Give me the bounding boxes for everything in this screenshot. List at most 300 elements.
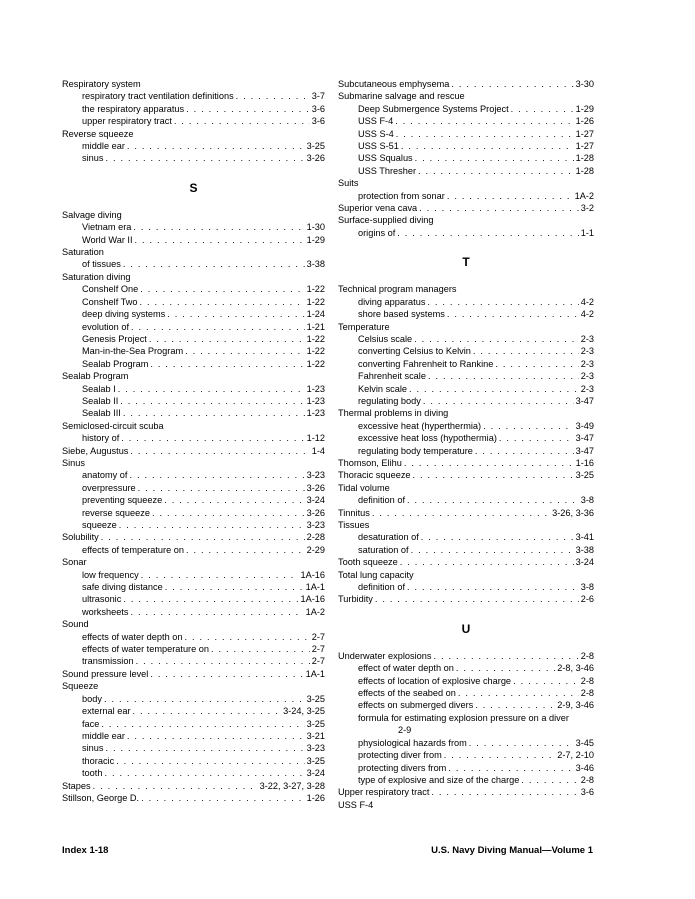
dot-leader: [444, 749, 555, 761]
dot-leader: [499, 432, 574, 444]
page-reference: 1-26: [575, 116, 594, 127]
index-subentry: [62, 115, 325, 127]
page-reference: 2-8, 3-46: [557, 663, 594, 674]
index-term: diving apparatus: [358, 296, 426, 307]
index-subentry: [62, 507, 325, 519]
index-term: USS Thresher: [358, 165, 417, 176]
dot-leader: [395, 115, 573, 127]
page-reference: 3-38: [575, 544, 594, 555]
index-term: Solubility: [62, 532, 99, 543]
index-term: protecting divers from: [358, 762, 447, 773]
index-term: middle ear: [82, 141, 125, 152]
page-reference: 2-8: [580, 675, 594, 686]
index-term: overpressure: [82, 482, 136, 493]
index-term: Sealab III: [82, 408, 121, 419]
page-reference: 1-23: [306, 395, 325, 406]
index-heading: Total lung capacity: [338, 569, 414, 580]
dot-leader: [400, 556, 574, 568]
dot-leader: [141, 569, 299, 581]
index-term: Fahrenheit scale: [358, 371, 426, 382]
page-reference: 2-3: [580, 371, 594, 382]
dot-leader: [475, 445, 574, 457]
dot-leader: [101, 718, 304, 730]
page-reference: 3-41: [575, 532, 594, 543]
dot-leader: [130, 445, 309, 457]
page-reference: 1-24: [306, 309, 325, 320]
index-term: worksheets: [82, 606, 129, 617]
index-subentry: [338, 333, 594, 345]
index-subentry: [338, 774, 594, 786]
dot-leader: [105, 152, 304, 164]
dot-leader: [133, 705, 282, 717]
index-term: Underwater explosions: [338, 650, 432, 661]
page-reference: 3-26: [306, 507, 325, 518]
index-subentry: [62, 705, 325, 717]
index-term: regulating body temperature: [358, 445, 473, 456]
dot-leader: [521, 774, 578, 786]
dot-leader: [165, 581, 304, 593]
index-term: USS F-4: [358, 116, 394, 127]
index-subentry: [338, 749, 594, 761]
page-reference: 2-7: [311, 656, 325, 667]
index-term: thoracic: [82, 755, 115, 766]
index-column-right: [338, 78, 594, 811]
index-subentry: [338, 128, 594, 140]
page-reference: 3-49: [575, 420, 594, 431]
index-heading: Submarine salvage and rescue: [338, 91, 465, 102]
page-footer-right: U.S. Navy Diving Manual—Volume 1: [431, 845, 593, 856]
index-term: body: [82, 693, 102, 704]
page-reference: 2-28: [306, 532, 325, 543]
index-term: Tooth squeeze: [338, 557, 398, 568]
index-term: effects of temperature on: [82, 544, 184, 555]
page-reference: 2-7, 2-10: [557, 750, 594, 761]
index-entry: [338, 650, 594, 662]
page-reference: 2-9: [398, 725, 412, 736]
page-reference: 1-12: [306, 433, 325, 444]
index-subentry: [338, 103, 594, 115]
dot-leader: [141, 792, 305, 804]
page-reference: 3-6: [580, 787, 594, 798]
index-term: converting Fahrenheit to Rankine: [358, 358, 494, 369]
index-entry: [62, 792, 325, 804]
dot-leader: [375, 593, 579, 605]
index-subentry: [62, 742, 325, 754]
index-subentry: [62, 718, 325, 730]
index-subentry: [62, 631, 325, 643]
index-subentry: [62, 221, 325, 233]
dot-leader: [372, 507, 550, 519]
index-term: effect of water depth on: [358, 663, 454, 674]
dot-leader: [174, 115, 310, 127]
index-subentry: [338, 152, 594, 164]
index-heading: Surface-supplied diving: [338, 215, 434, 226]
index-subentry: [338, 712, 594, 737]
dot-leader: [421, 531, 574, 543]
index-term: physiological hazards from: [358, 737, 467, 748]
index-term: Celsius scale: [358, 333, 413, 344]
page-reference: 1-4: [311, 445, 325, 456]
page-reference: 1-21: [306, 321, 325, 332]
index-term: respiratory tract ventilation definitions: [82, 91, 234, 102]
dot-leader: [138, 482, 305, 494]
index-subentry: [338, 737, 594, 749]
page-reference: 4-2: [580, 309, 594, 320]
dot-leader: [409, 383, 579, 395]
page-reference: 1-22: [306, 333, 325, 344]
page-reference: 2-8: [580, 650, 594, 661]
dot-leader: [127, 730, 305, 742]
dot-leader: [396, 128, 574, 140]
index-heading: Squeeze: [62, 681, 99, 692]
index-heading: Sound: [62, 619, 89, 630]
index-subentry: [338, 699, 594, 711]
index-entry: [338, 786, 594, 798]
index-heading: USS F-4: [338, 799, 374, 810]
dot-leader: [140, 283, 304, 295]
page-reference: 3-6: [311, 103, 325, 114]
index-subentry: [62, 283, 325, 295]
index-subentry: [62, 581, 325, 593]
index-term: regulating body: [358, 395, 421, 406]
page-reference: 3-22, 3-27, 3-28: [259, 780, 325, 791]
page-reference: 1-28: [575, 165, 594, 176]
index-heading: Sonar: [62, 557, 87, 568]
index-term: definition of: [358, 495, 405, 506]
page-reference: 3-2: [580, 203, 594, 214]
index-heading: Reverse squeeze: [62, 128, 134, 139]
index-term: effects of water temperature on: [82, 644, 209, 655]
dot-leader: [433, 650, 578, 662]
index-subentry: [62, 519, 325, 531]
index-term: low frequency: [82, 569, 139, 580]
dot-leader: [152, 507, 305, 519]
dot-leader: [418, 165, 574, 177]
index-subentry: [62, 469, 325, 481]
page-reference: 3-25: [306, 141, 325, 152]
dot-leader: [185, 345, 305, 357]
dot-leader: [121, 432, 304, 444]
dot-leader: [423, 395, 574, 407]
index-term: formula for estimating explosion pressure on a diver: [358, 712, 569, 723]
page-reference: 1-22: [306, 346, 325, 357]
index-subentry: [338, 581, 594, 593]
index-term: Upper respiratory tract: [338, 787, 430, 798]
index-subentry: [338, 662, 594, 674]
page-reference: 3-23: [306, 470, 325, 481]
page-reference: 1-22: [306, 284, 325, 295]
page-reference: 3-25: [575, 470, 594, 481]
page-reference: 1-16: [575, 457, 594, 468]
index-subentry: [338, 687, 594, 699]
page-reference: 3-21: [306, 730, 325, 741]
page-reference: 3-47: [575, 433, 594, 444]
dot-leader: [186, 544, 305, 556]
dot-leader: [473, 345, 579, 357]
dot-leader: [428, 370, 579, 382]
index-term: sinus: [82, 153, 104, 164]
index-term: Stillson, George D.: [62, 792, 140, 803]
index-subentry: [338, 165, 594, 177]
index-entry: [338, 202, 594, 214]
page-reference: 1A-2: [574, 190, 594, 201]
index-heading: Saturation: [62, 247, 104, 258]
index-subentry: [62, 383, 325, 395]
index-term: USS S-51: [358, 141, 399, 152]
index-term: Conshelf One: [82, 284, 139, 295]
page-footer-left: Index 1-18: [62, 845, 109, 856]
dot-leader: [104, 767, 304, 779]
page-reference: 2-8: [580, 774, 594, 785]
dot-leader: [131, 321, 305, 333]
index-term: USS Squalus: [358, 153, 413, 164]
index-term: type of explosive and size of the charge: [358, 774, 520, 785]
index-subentry: [338, 383, 594, 395]
index-term: of tissues: [82, 259, 121, 270]
index-term: excessive heat (hyperthermia): [358, 420, 482, 431]
index-entry: [338, 469, 594, 481]
dot-leader: [184, 631, 309, 643]
index-entry: [62, 668, 325, 680]
index-subentry: [338, 345, 594, 357]
index-subentry: [338, 420, 594, 432]
page-reference: 3-26, 3-36: [552, 507, 594, 518]
index-term: origins of: [358, 227, 396, 238]
index-subentry: [338, 445, 594, 457]
index-heading: Saturation diving: [62, 271, 131, 282]
index-subentry: [62, 494, 325, 506]
dot-leader: [186, 103, 310, 115]
index-subentry: [338, 762, 594, 774]
dot-leader: [236, 90, 310, 102]
dot-leader: [123, 258, 305, 270]
dot-leader: [447, 308, 579, 320]
page-reference: 3-26: [306, 482, 325, 493]
section-letter: S: [189, 180, 198, 195]
dot-leader: [130, 606, 303, 618]
page-reference: 1A-16: [300, 569, 325, 580]
page-reference: 3-24: [306, 768, 325, 779]
index-heading: Suits: [338, 178, 359, 189]
index-term: Kelvin scale: [358, 383, 408, 394]
index-term: Man-in-the-Sea Program: [82, 346, 184, 357]
index-subentry: [62, 308, 325, 320]
index-term: ultrasonic: [82, 594, 122, 605]
dot-leader: [407, 494, 579, 506]
index-term: saturation of: [358, 544, 409, 555]
index-subentry: [62, 395, 325, 407]
dot-leader: [415, 152, 574, 164]
dot-leader: [167, 308, 304, 320]
dot-leader: [431, 786, 578, 798]
dot-leader: [513, 675, 579, 687]
index-term: protection from sonar: [358, 190, 445, 201]
index-subentry: [62, 482, 325, 494]
page-reference: 1-30: [306, 222, 325, 233]
index-subentry: [338, 675, 594, 687]
index-heading: Thermal problems in diving: [338, 408, 449, 419]
dot-leader: [120, 395, 304, 407]
index-term: Sealab II: [82, 395, 119, 406]
dot-leader: [164, 494, 304, 506]
dot-leader: [413, 469, 574, 481]
dot-leader: [404, 457, 574, 469]
index-term: USS S-4: [358, 128, 394, 139]
page-reference: 3-26: [306, 153, 325, 164]
index-term: evolution of: [82, 321, 129, 332]
index-heading: Tissues: [338, 520, 370, 530]
dot-leader: [427, 296, 578, 308]
dot-leader: [136, 655, 310, 667]
page-reference: 1-27: [575, 128, 594, 139]
index-term: upper respiratory tract: [82, 116, 172, 127]
index-heading: Respiratory system: [62, 79, 141, 89]
page-reference: 2-3: [580, 383, 594, 394]
index-term: safe diving distance: [82, 582, 163, 593]
index-term: Sound pressure level: [62, 668, 149, 679]
index-subentry: [62, 544, 325, 556]
page-reference: 1-22: [306, 296, 325, 307]
page-reference: 2-6: [580, 594, 594, 605]
page-reference: 3-24: [306, 495, 325, 506]
index-subentry: [338, 227, 594, 239]
index-column-left: [62, 78, 325, 804]
index-subentry: [338, 140, 594, 152]
index-subentry: [338, 358, 594, 370]
index-term: Tinnitus: [338, 507, 370, 518]
index-term: effects of location of explosive charge: [358, 675, 512, 686]
index-subentry: [338, 494, 594, 506]
page-reference: 2-7: [311, 644, 325, 655]
page-reference: 1-23: [306, 383, 325, 394]
page-reference: 3-47: [575, 445, 594, 456]
index-heading: Sealab Program: [62, 371, 129, 382]
index-subentry: [338, 308, 594, 320]
index-term: excessive heat loss (hypothermia): [358, 433, 497, 444]
index-subentry: [62, 152, 325, 164]
dot-leader: [118, 383, 305, 395]
dot-leader: [135, 234, 305, 246]
index-term: history of: [82, 433, 120, 444]
dot-leader: [211, 643, 310, 655]
dot-leader: [140, 296, 305, 308]
index-term: preventing squeeze: [82, 495, 163, 506]
index-term: middle ear: [82, 730, 125, 741]
page-reference: 3-23: [306, 743, 325, 754]
index-subentry: [62, 655, 325, 667]
dot-leader: [407, 581, 579, 593]
dot-leader: [105, 742, 304, 754]
dot-leader: [469, 737, 574, 749]
page-reference: 3-6: [311, 116, 325, 127]
page-reference: 3-25: [306, 693, 325, 704]
page-reference: 2-29: [306, 544, 325, 555]
index-subentry: [62, 755, 325, 767]
index-term: tooth: [82, 768, 103, 779]
dot-leader: [411, 544, 574, 556]
page-reference: 3-38: [306, 259, 325, 270]
index-term: Siebe, Augustus: [62, 445, 129, 456]
dot-leader: [456, 662, 555, 674]
index-subentry: [62, 358, 325, 370]
page-reference: 2-8: [580, 688, 594, 699]
page-reference: 2-7: [311, 631, 325, 642]
dot-leader: [451, 78, 573, 90]
index-subentry: [62, 90, 325, 102]
page-reference: 3-25: [306, 755, 325, 766]
index-term: anatomy of: [82, 470, 128, 481]
index-term: Thoracic squeeze: [338, 470, 411, 481]
page-reference: 2-3: [580, 358, 594, 369]
index-term: deep diving systems: [82, 309, 166, 320]
index-subentry: [62, 140, 325, 152]
index-entry: [338, 457, 594, 469]
page-reference: 1A-1: [305, 668, 325, 679]
page-reference: 1-27: [575, 141, 594, 152]
index-term: Stapes: [62, 780, 91, 791]
index-term: Sealab Program: [82, 358, 149, 369]
dot-leader: [483, 420, 574, 432]
dot-leader: [397, 227, 578, 239]
page-reference: 3-8: [580, 582, 594, 593]
index-subentry: [62, 407, 325, 419]
index-subentry: [62, 345, 325, 357]
index-term: Superior vena cava: [338, 203, 418, 214]
dot-leader: [104, 693, 305, 705]
index-term: World War II: [82, 234, 133, 245]
index-subentry: [62, 767, 325, 779]
page-reference: 3-23: [306, 520, 325, 530]
page-reference: 3-47: [575, 395, 594, 406]
index-term: squeeze: [82, 520, 117, 530]
dot-leader: [150, 358, 304, 370]
dot-leader: [123, 407, 305, 419]
page-reference: 2-9, 3-46: [557, 700, 594, 711]
index-term: sinus: [82, 743, 104, 754]
dot-leader: [458, 687, 579, 699]
index-term: face: [82, 718, 100, 729]
page-reference: 3-7: [311, 91, 325, 102]
dot-leader: [133, 221, 304, 233]
dot-leader: [93, 780, 258, 792]
index-subentry: [62, 296, 325, 308]
index-subentry: [62, 234, 325, 246]
index-term: Thomson, Elihu: [338, 457, 402, 468]
dot-leader: [447, 190, 573, 202]
index-entry: [62, 445, 325, 457]
dot-leader: [149, 333, 305, 345]
index-term: desaturation of: [358, 532, 419, 543]
dot-leader: [127, 140, 305, 152]
index-subentry: [338, 115, 594, 127]
dot-leader: [401, 140, 574, 152]
page-reference: 3-25: [306, 718, 325, 729]
index-subentry: [62, 693, 325, 705]
index-term: effects of the seabed on: [358, 688, 456, 699]
dot-leader: [123, 593, 298, 605]
index-subentry: [62, 569, 325, 581]
index-entry: [62, 531, 325, 543]
index-term: effects of water depth on: [82, 631, 183, 642]
page-reference: 1-1: [580, 227, 594, 238]
dot-leader: [511, 103, 574, 115]
index-subentry: [62, 333, 325, 345]
index-subentry: [62, 593, 325, 605]
page-reference: 3-30: [575, 79, 594, 89]
index-heading: Sinus: [62, 457, 85, 468]
index-subentry: [62, 643, 325, 655]
dot-leader: [495, 358, 578, 370]
